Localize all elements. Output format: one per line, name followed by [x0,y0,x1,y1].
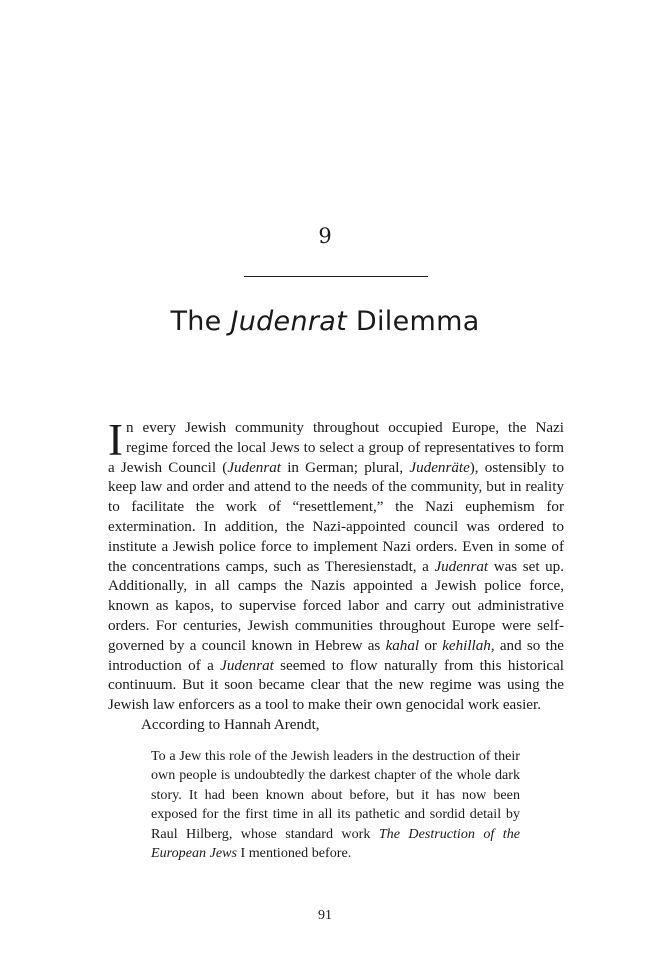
chapter-title [0,306,650,337]
body-text-run: ), ostensibly to keep law and order and attend to the needs of the community, but in reality to facilitate the work of “resettlement,” the Nazi euphemism for extermination. In addition, the Nazi-appointed council was ordered to institute a Jewish police force to implement Nazi orders. Even in some of the concentrations camps, such as Theresienstadt, a [108,459,564,575]
page-number: 91 [318,908,332,923]
chapter-title-post: Dilemma [347,306,480,337]
body-emphasis: Judenrat [227,459,281,476]
quote-text-run: To a Jew this role of the Jewish leaders in the destruction of their own people is undoubtedly the darkest chapter of the whole dark story. It had been known about before, but it has now been exposed for the first time in all its pathetic and sordid detail by Raul Hilberg, whose standard work [151,748,520,842]
body-text-run: or [419,637,443,654]
body-text-run: , and so the introduction of a [108,637,564,674]
body-text [108,415,564,736]
chapter-title-emphasis: Judenrat [230,306,348,337]
chapter-title-pre: The [170,306,231,337]
body-emphasis: kehillah [442,637,491,654]
block-quote [151,747,520,863]
chapter-divider [244,276,428,277]
body-emphasis: kahal [385,637,420,654]
drop-cap: I [108,415,123,465]
body-text-run: was set up. Additionally, in all camps the Nazis appointed a Jewish police force, known as kapos, to supervise forced labor and carry out administrative orders. For centuries, Jewish communities throughout Europe were self-governed by a council known in Hebrew as [108,558,564,654]
quote-text-run: I mentioned before. [236,845,352,862]
body-paragraph-1 [108,415,564,716]
body-text-run: n every Jewish community throughout occupied Europe, the Nazi regime forced the local Jews to select a group of representatives to form a Jewish Council ( [108,420,564,476]
body-paragraph-2: According to Hannah Arendt, [141,716,320,733]
body-emphasis: Judenrat [434,558,489,575]
body-emphasis: Judenrat [220,657,274,674]
body-emphasis: Judenräte [409,459,470,476]
quote-paragraph [151,747,520,863]
body-text-run: in German; plural, [280,459,410,476]
quote-emphasis: The Destruction of the European Jews [151,825,520,862]
body-text-run: seemed to flow naturally from this historical continuum. But it soon became clear that the new regime was using the Jewish law enforcers as a tool to make their own genocidal work easier. [108,657,564,714]
chapter-number: 9 [318,224,332,248]
